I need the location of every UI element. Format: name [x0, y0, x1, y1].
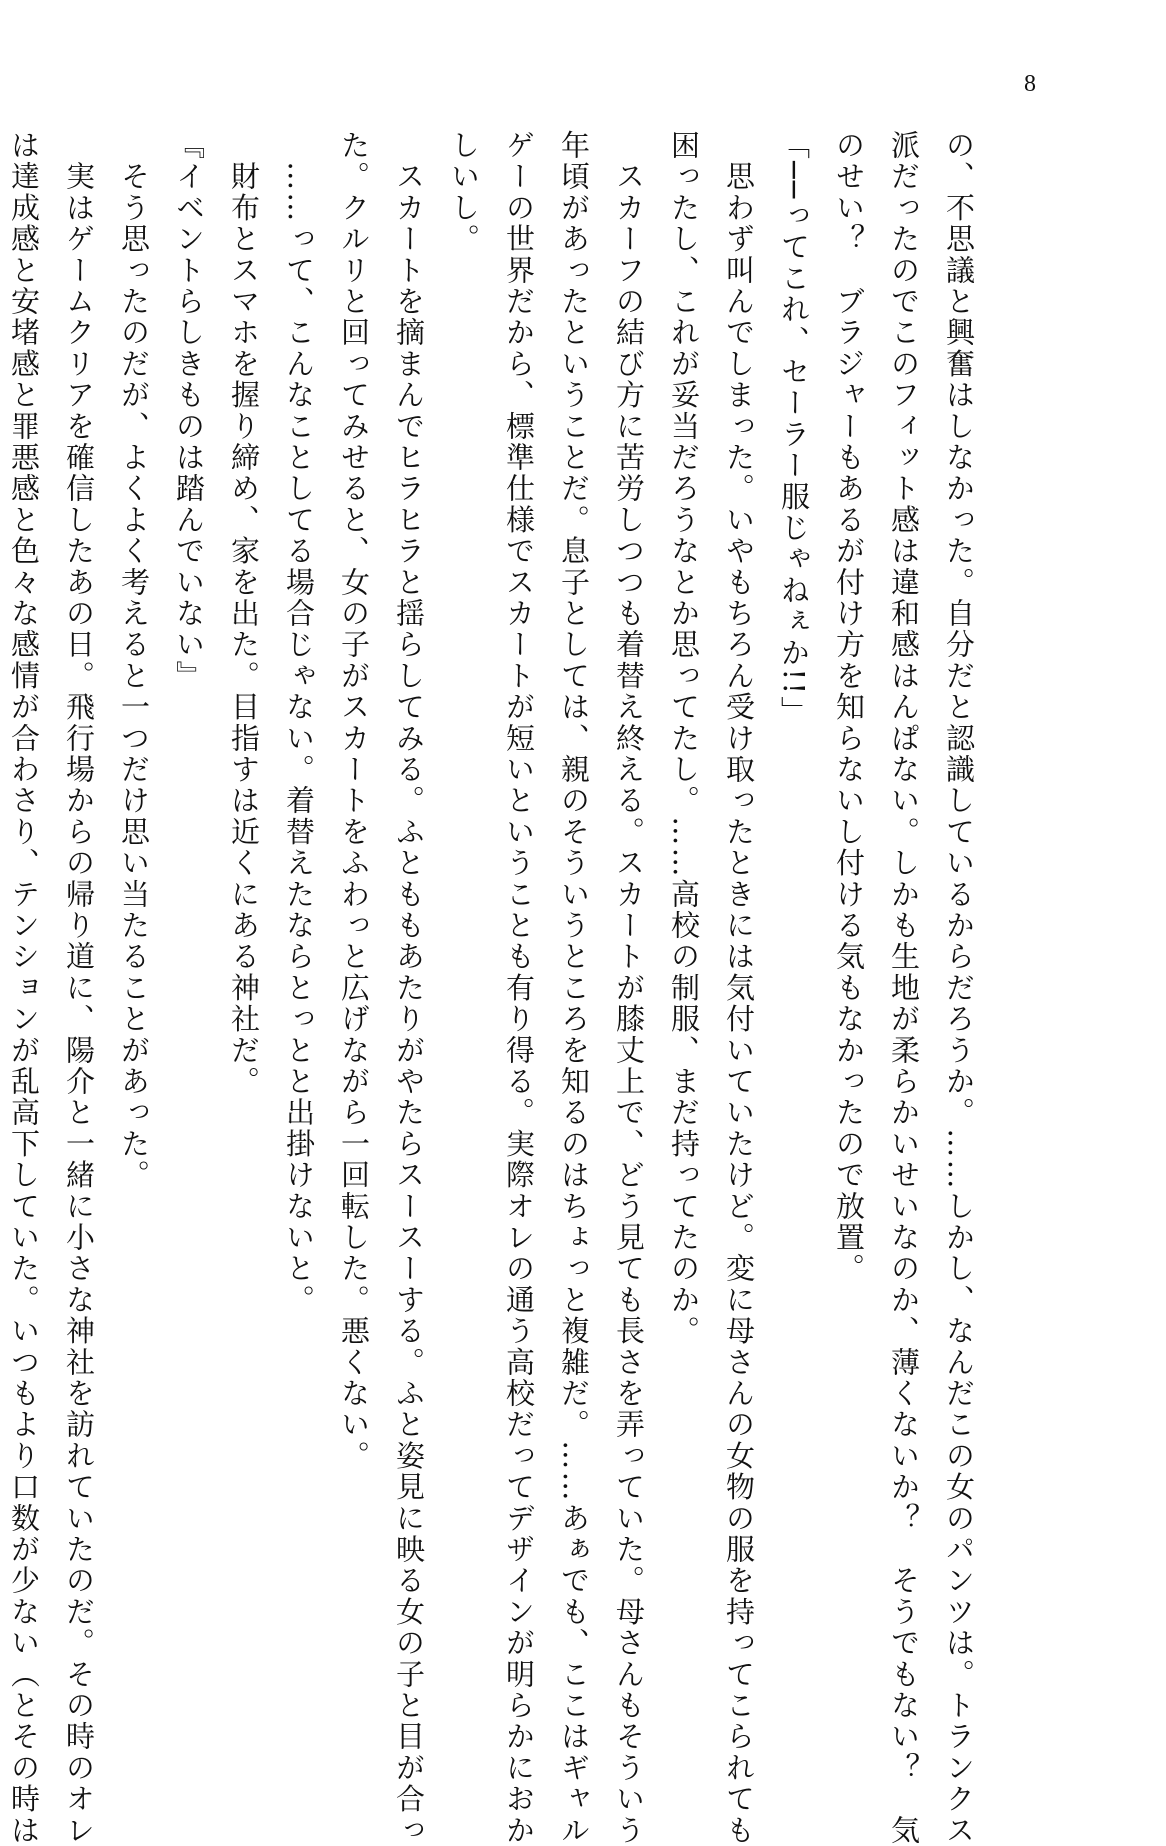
text-line: た。クルリと回ってみせると、女の子がスカートをふわっと広げながら一回転した。悪くない。: [337, 130, 371, 1472]
text-line: 財布とスマホを握り締め、家を出た。目指すは近くにある神社だ。: [227, 130, 261, 1098]
text-line: ……って、こんなことしてる場合じゃない。着替えたならとっとと出掛けないと。: [282, 130, 316, 1316]
text-line: の、不思議と興奮はしなかった。自分だと認識しているからだろうか。……しかし、なんだこの女のパンツは。トランクス: [942, 130, 976, 1846]
text-line: 「──ってこれ、セーラー服じゃねぇか!!」: [777, 130, 811, 728]
text-line: ゲーの世界だから、標準仕様でスカートが短いということも有り得る。実際オレの通う高校だってデザインが明らかにおか: [502, 130, 536, 1846]
text-line: 思わず叫んでしまった。いやもちろん受け取ったときには気付いていたけど。変に母さんの女物の服を持ってこられても: [722, 130, 756, 1846]
text-line: 年頃があったということだ。息子としては、親のそういうところを知るのはちょっと複雑だ。……あぁでも、ここはギャル: [557, 130, 591, 1846]
text-line: しいし。: [447, 130, 481, 255]
text-line: スカートを摘まんでヒラヒラと揺らしてみる。ふとももあたりがやたらスースーする。ふと姿見に映る女の子と目が合っ: [392, 130, 426, 1846]
text-line: そう思ったのだが、よくよく考えると一つだけ思い当たることがあった。: [117, 130, 151, 1191]
text-line: 『イベントらしきものは踏んでいない』: [172, 130, 206, 692]
text-line: は達成感と安堵感と罪悪感と色々な感情が合わさり、テンションが乱高下していた。いつもより口数が少ない（とその時は: [7, 130, 41, 1846]
text-line: 困ったし、これが妥当だろうなとか思ってたし。……高校の制服、まだ持ってたのか。: [667, 130, 701, 1347]
text-line: 実はゲームクリアを確信したあの日。飛行場からの帰り道に、陽介と一緒に小さな神社を訪れていたのだ。その時のオレ: [62, 130, 96, 1846]
text-line: スカーフの結び方に苦労しつつも着替え終える。スカートが膝丈上で、どう見ても長さを弄っていた。母さんもそういう: [612, 130, 646, 1846]
page-number: 8: [1024, 71, 1036, 97]
novel-text-block: [7, 130, 986, 1846]
text-line: のせい？ ブラジャーもあるが付け方を知らないし付ける気もなかったので放置。: [832, 130, 866, 1285]
text-line: 派だったのでこのフィット感は違和感はんぱない。しかも生地が柔らかいせいなのか、薄くないか？ そうでもない？ 気: [887, 130, 921, 1846]
